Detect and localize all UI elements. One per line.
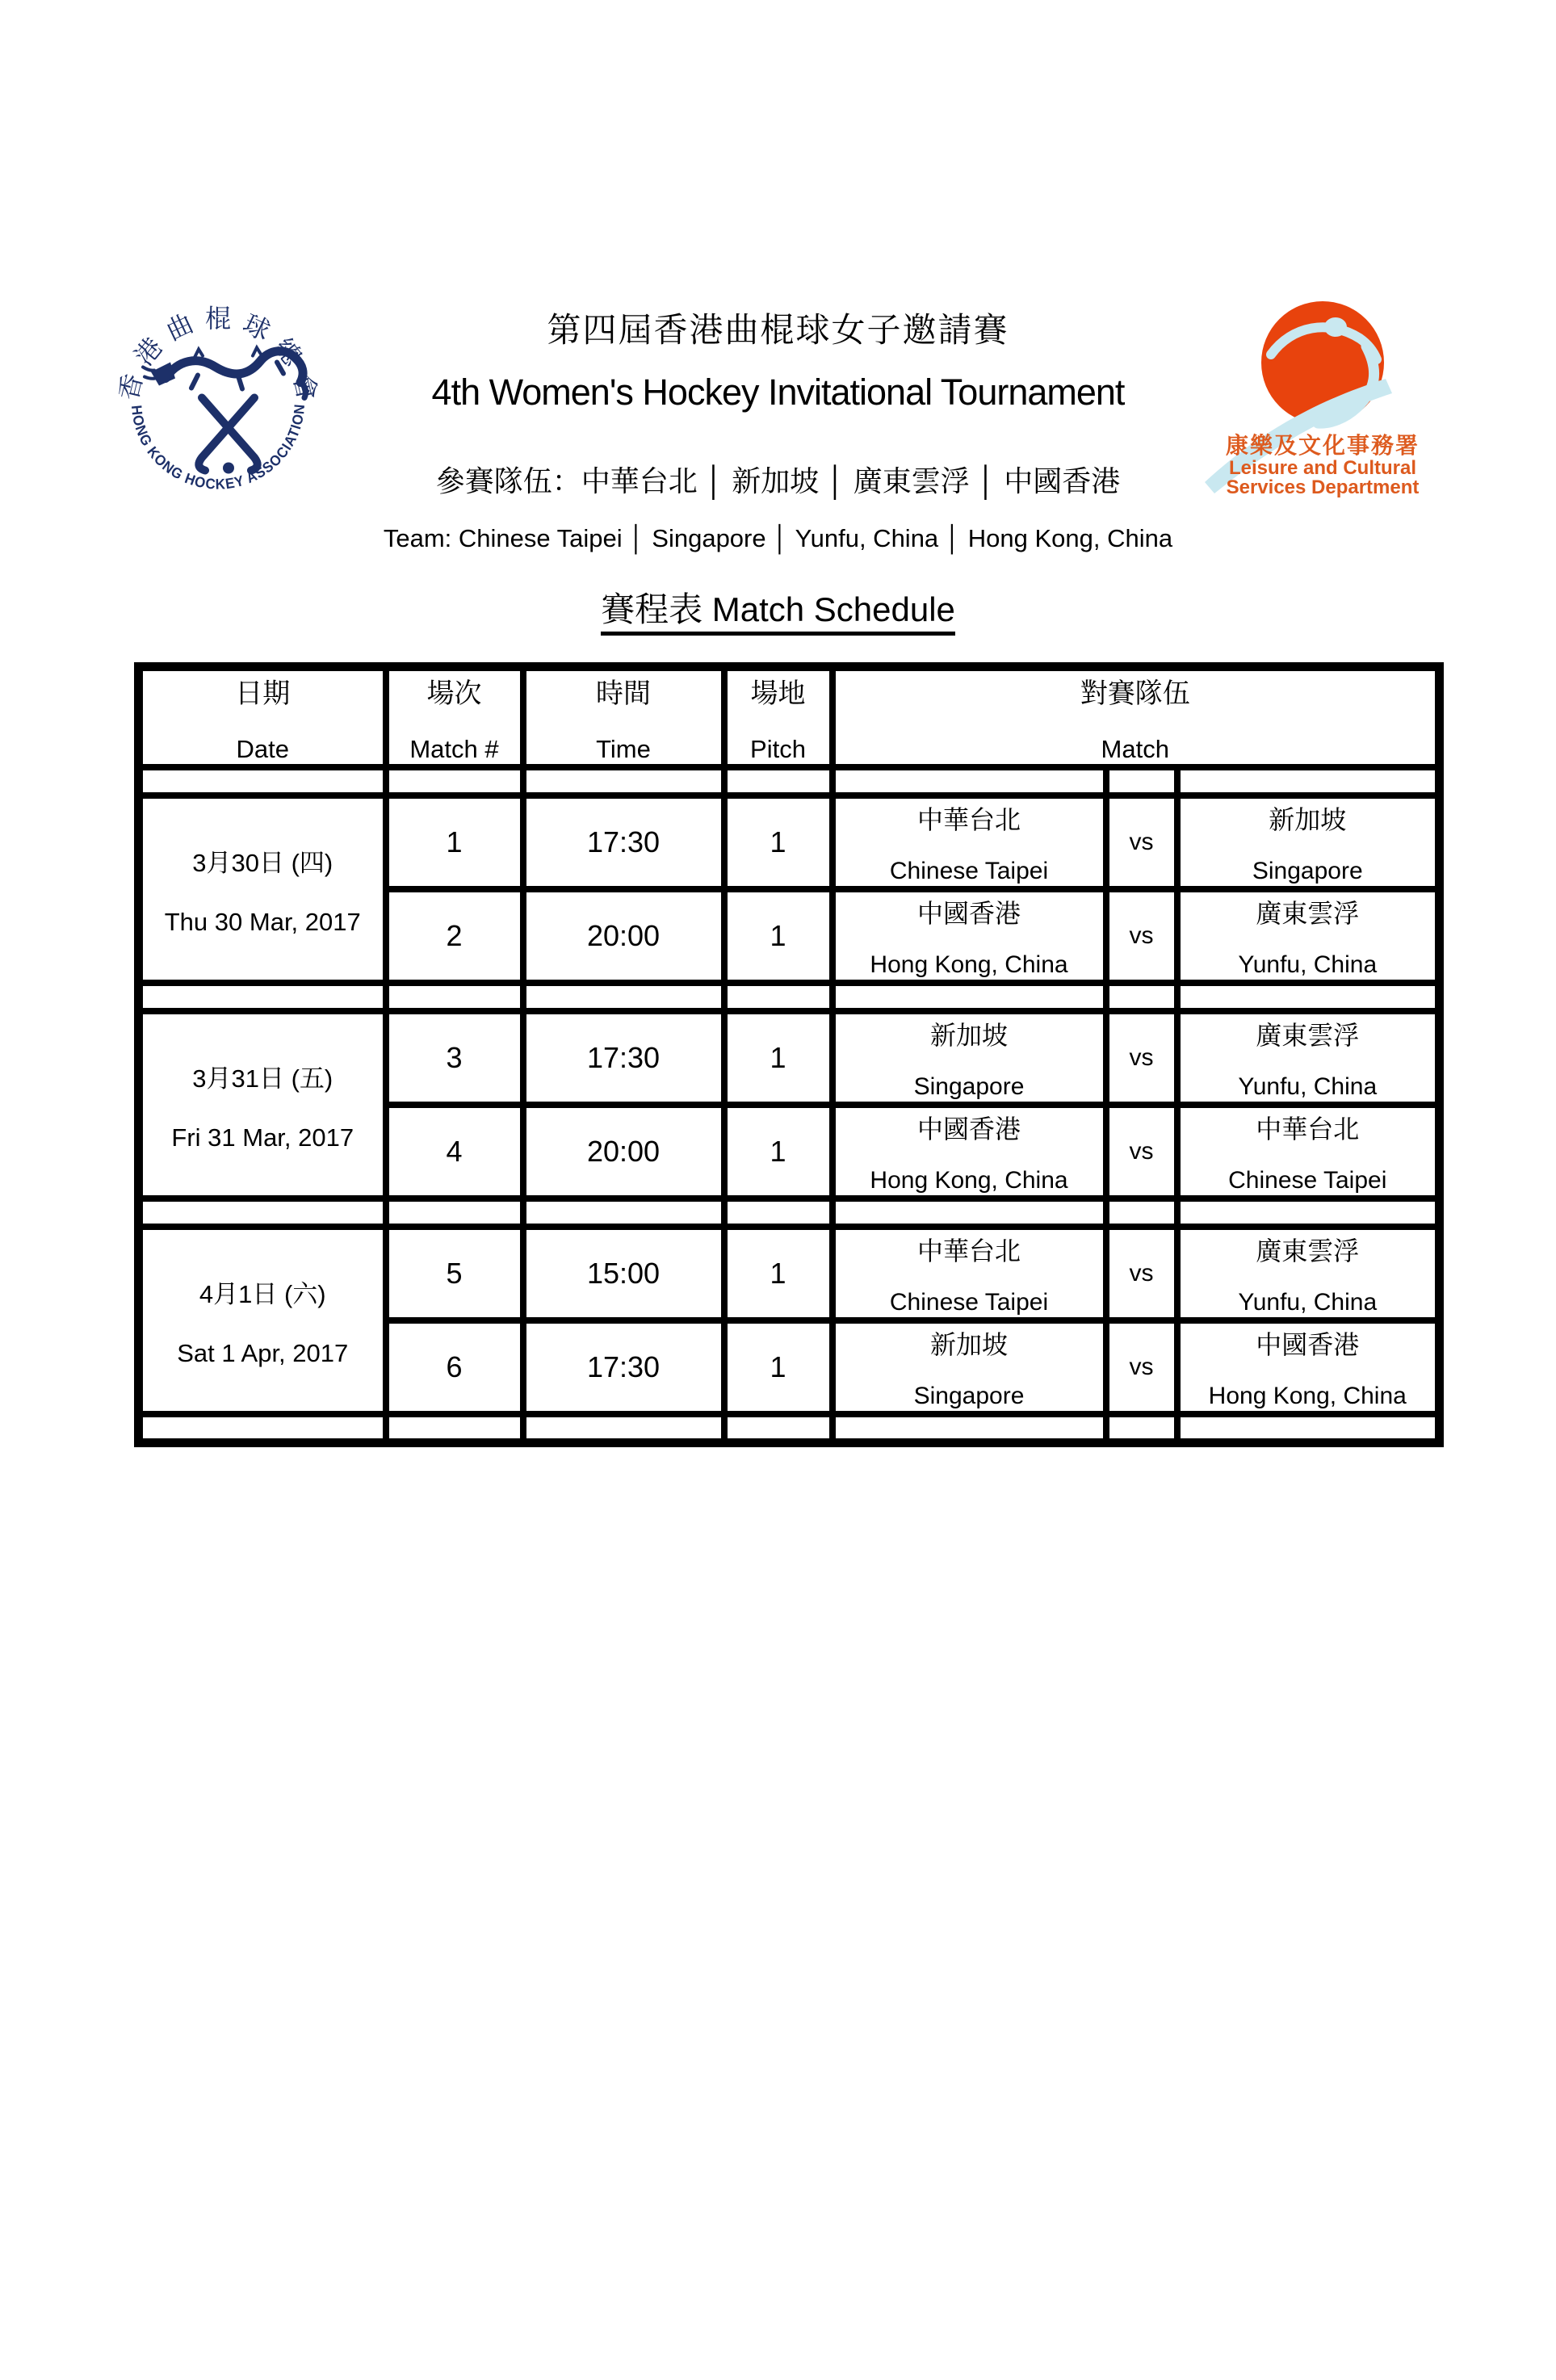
spacer-cell <box>724 767 833 795</box>
col-header-match-no-zh: 場次 <box>426 678 482 709</box>
spacer-row <box>139 1198 1440 1227</box>
spacer-cell <box>833 1198 1106 1227</box>
lcsd-logo <box>1193 295 1452 513</box>
participating-teams-zh: 參賽隊伍：中華台北 │ 新加坡 │ 廣東雲浮 │ 中國香港 <box>435 464 1121 497</box>
spacer-cell <box>139 1414 386 1442</box>
away-team-cell <box>1177 1227 1440 1320</box>
match-row <box>139 1011 1440 1105</box>
spacer-cell <box>523 983 724 1011</box>
away-team-cell <box>1177 1105 1440 1198</box>
col-header-time-en: Time <box>596 735 651 763</box>
date-cell <box>139 795 386 983</box>
spacer-cell <box>1177 1198 1440 1227</box>
vs-cell: vs <box>1106 1320 1177 1414</box>
spacer-cell <box>724 1414 833 1442</box>
col-header-time-zh: 時間 <box>596 678 651 709</box>
away-team-cell <box>1177 889 1440 983</box>
home-team-cell <box>833 1105 1106 1198</box>
spacer-cell <box>1177 767 1440 795</box>
away-team-zh: 新加坡 <box>1269 805 1347 834</box>
match-number-cell: 4 <box>386 1105 523 1198</box>
date-en: Sat 1 Apr, 2017 <box>177 1338 349 1367</box>
spacer-cell <box>386 1414 523 1442</box>
home-team-en: Singapore <box>913 1073 1025 1100</box>
home-team-zh: 中國香港 <box>916 1114 1021 1144</box>
spacer-cell <box>724 1198 833 1227</box>
date-zh: 3月30日 (四) <box>192 848 333 877</box>
date-cell <box>139 1227 386 1414</box>
vs-cell: vs <box>1106 1011 1177 1105</box>
spacer-cell <box>1177 1414 1440 1442</box>
away-team-en: Singapore <box>1252 858 1363 884</box>
spacer-cell <box>523 767 724 795</box>
away-team-en: Hong Kong, China <box>1208 1383 1407 1409</box>
home-team-cell <box>833 1227 1106 1320</box>
date-zh: 4月1日 (六) <box>199 1279 326 1308</box>
spacer-cell <box>386 1198 523 1227</box>
away-team-cell <box>1177 795 1440 889</box>
spacer-cell <box>1177 983 1440 1011</box>
col-header-date-zh: 日期 <box>235 678 291 709</box>
home-team-zh: 中華台北 <box>916 1236 1021 1266</box>
time-cell: 17:30 <box>523 795 724 889</box>
time-cell: 17:30 <box>523 1011 724 1105</box>
pitch-cell: 1 <box>724 1011 833 1105</box>
spacer-cell <box>724 983 833 1011</box>
col-header-match-no <box>386 667 523 768</box>
col-header-opponents-en: Match <box>1101 735 1169 763</box>
away-team-cell <box>1177 1320 1440 1414</box>
spacer-cell <box>1106 1198 1177 1227</box>
away-team-zh: 廣東雲浮 <box>1256 1021 1360 1050</box>
match-row <box>139 795 1440 889</box>
spacer-cell <box>386 767 523 795</box>
spacer-cell <box>386 983 523 1011</box>
time-cell: 20:00 <box>523 889 724 983</box>
table-header-row <box>139 667 1440 768</box>
time-cell: 20:00 <box>523 1105 724 1198</box>
match-number-cell: 1 <box>386 795 523 889</box>
schedule-heading: 賽程表 Match Schedule <box>0 583 1556 632</box>
away-team-en: Yunfu, China <box>1238 1073 1378 1100</box>
home-team-en: Chinese Taipei <box>889 1289 1049 1316</box>
match-number-cell: 3 <box>386 1011 523 1105</box>
spacer-cell <box>833 767 1106 795</box>
lcsd-text-en-line1: Leisure and Cultural <box>1228 457 1417 479</box>
home-team-zh: 中國香港 <box>916 899 1021 928</box>
spacer-row <box>139 983 1440 1011</box>
spacer-cell <box>1106 983 1177 1011</box>
pitch-cell: 1 <box>724 795 833 889</box>
home-team-zh: 新加坡 <box>929 1330 1008 1359</box>
col-header-pitch <box>724 667 833 768</box>
col-header-time <box>523 667 724 768</box>
time-cell: 15:00 <box>523 1227 724 1320</box>
home-team-en: Singapore <box>913 1383 1025 1409</box>
match-number-cell: 5 <box>386 1227 523 1320</box>
col-header-opponents <box>833 667 1440 768</box>
home-team-cell <box>833 889 1106 983</box>
lcsd-text-en-line2: Services Department <box>1226 476 1420 498</box>
spacer-cell <box>523 1198 724 1227</box>
home-team-en: Hong Kong, China <box>870 951 1068 978</box>
home-team-en: Hong Kong, China <box>870 1167 1068 1194</box>
tournament-title-en: 4th Women's Hockey Invitational Tournament <box>431 371 1125 413</box>
away-team-en: Chinese Taipei <box>1228 1167 1387 1194</box>
away-team-en: Yunfu, China <box>1238 951 1378 978</box>
match-row <box>139 1227 1440 1320</box>
vs-cell: vs <box>1106 795 1177 889</box>
vs-cell: vs <box>1106 1227 1177 1320</box>
match-schedule-table <box>134 662 1444 1447</box>
away-team-zh: 廣東雲浮 <box>1256 899 1360 928</box>
col-header-pitch-en: Pitch <box>750 735 806 763</box>
pitch-cell: 1 <box>724 889 833 983</box>
away-team-zh: 中華台北 <box>1256 1114 1360 1144</box>
spacer-cell <box>139 1198 386 1227</box>
spacer-cell <box>1106 1414 1177 1442</box>
match-number-cell: 6 <box>386 1320 523 1414</box>
col-header-date <box>139 667 386 768</box>
vs-cell: vs <box>1106 889 1177 983</box>
participating-teams-en: Team: Chinese Taipei │ Singapore │ Yunfu, China │ Hong Kong, China <box>383 524 1173 552</box>
spacer-cell <box>139 983 386 1011</box>
spacer-cell <box>139 767 386 795</box>
match-number-cell: 2 <box>386 889 523 983</box>
date-en: Thu 30 Mar, 2017 <box>164 907 361 936</box>
away-team-zh: 中國香港 <box>1256 1330 1360 1359</box>
tournament-title-zh: 第四屆香港曲棍球女子邀請賽 <box>547 311 1009 349</box>
home-team-zh: 新加坡 <box>929 1021 1008 1050</box>
home-team-zh: 中華台北 <box>916 805 1021 834</box>
col-header-opponents-zh: 對賽隊伍 <box>1080 678 1190 709</box>
away-team-cell <box>1177 1011 1440 1105</box>
hkha-arc-text-en: HONG KONG HOCKEY ASSOCIATION <box>128 402 308 493</box>
home-team-en: Chinese Taipei <box>889 858 1049 884</box>
spacer-cell <box>833 983 1106 1011</box>
home-team-cell <box>833 1011 1106 1105</box>
date-en: Fri 31 Mar, 2017 <box>171 1123 354 1152</box>
pitch-cell: 1 <box>724 1320 833 1414</box>
date-cell <box>139 1011 386 1198</box>
spacer-row <box>139 1414 1440 1442</box>
col-header-match-no-en: Match # <box>409 735 499 763</box>
col-header-pitch-zh: 場地 <box>750 678 806 709</box>
date-zh: 3月31日 (五) <box>192 1064 333 1093</box>
away-team-en: Yunfu, China <box>1238 1289 1378 1316</box>
vs-cell: vs <box>1106 1105 1177 1198</box>
home-team-cell <box>833 1320 1106 1414</box>
lcsd-text-zh: 康樂及文化事務署 <box>1225 433 1420 458</box>
time-cell: 17:30 <box>523 1320 724 1414</box>
away-team-zh: 廣東雲浮 <box>1256 1236 1360 1266</box>
spacer-cell <box>523 1414 724 1442</box>
spacer-row <box>139 767 1440 795</box>
hkha-arc-text-zh: 香港曲棍球總會 <box>117 304 319 404</box>
spacer-cell <box>833 1414 1106 1442</box>
col-header-date-en: Date <box>236 735 289 763</box>
home-team-cell <box>833 795 1106 889</box>
pitch-cell: 1 <box>724 1105 833 1198</box>
spacer-cell <box>1106 767 1177 795</box>
pitch-cell: 1 <box>724 1227 833 1320</box>
lcsd-logo-graphic <box>1193 295 1452 513</box>
